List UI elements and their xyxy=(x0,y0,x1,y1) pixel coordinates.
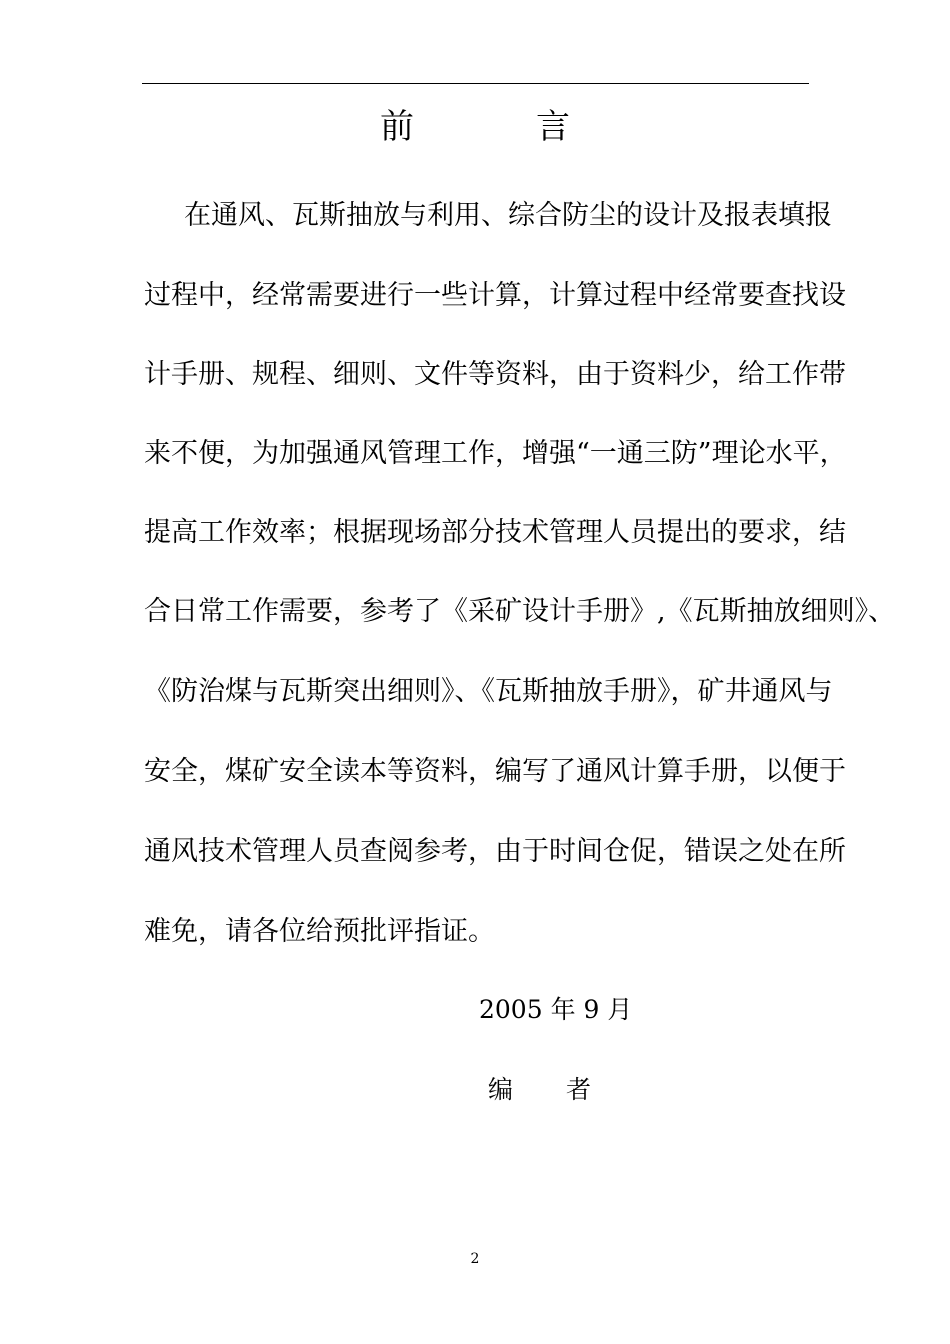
header-rule xyxy=(142,83,809,84)
paragraph-line: 难免，请各位给预批评指证。 xyxy=(144,916,495,947)
paragraph-line: 提高工作效率；根据现场部分技术管理人员提出的要求，结 xyxy=(144,517,846,548)
page-number: 2 xyxy=(470,1251,480,1267)
page-title xyxy=(0,104,950,150)
paragraph-line: 在通风、瓦斯抽放与利用、综合防尘的设计及报表填报 xyxy=(184,200,832,231)
paragraph-line: 安全，煤矿安全读本等资料，编写了通风计算手册，以便于 xyxy=(144,756,846,787)
title-char-2: 言 xyxy=(536,107,570,147)
author-char-2: 者 xyxy=(566,1075,592,1104)
signature-date: 2005 年 9 月 xyxy=(479,995,633,1024)
paragraph-line: 过程中，经常需要进行一些计算，计算过程中经常要查找设 xyxy=(144,280,846,311)
paragraph-line: 《防治煤与瓦斯突出细则》、《瓦斯抽放手册》，矿井通风与 xyxy=(144,676,833,707)
paragraph-line: 通风技术管理人员查阅参考，由于时间仓促，错误之处在所 xyxy=(144,836,846,867)
author-char-1: 编 xyxy=(488,1075,514,1104)
paragraph-line: 合日常工作需要，参考了《采矿设计手册》,《瓦斯抽放细则》、 xyxy=(144,596,896,627)
title-char-1: 前 xyxy=(380,107,414,147)
paragraph-line: 来不便，为加强通风管理工作，增强“一通三防”理论水平， xyxy=(144,438,847,469)
paragraph-line: 计手册、规程、细则、文件等资料，由于资料少，给工作带 xyxy=(144,359,846,390)
